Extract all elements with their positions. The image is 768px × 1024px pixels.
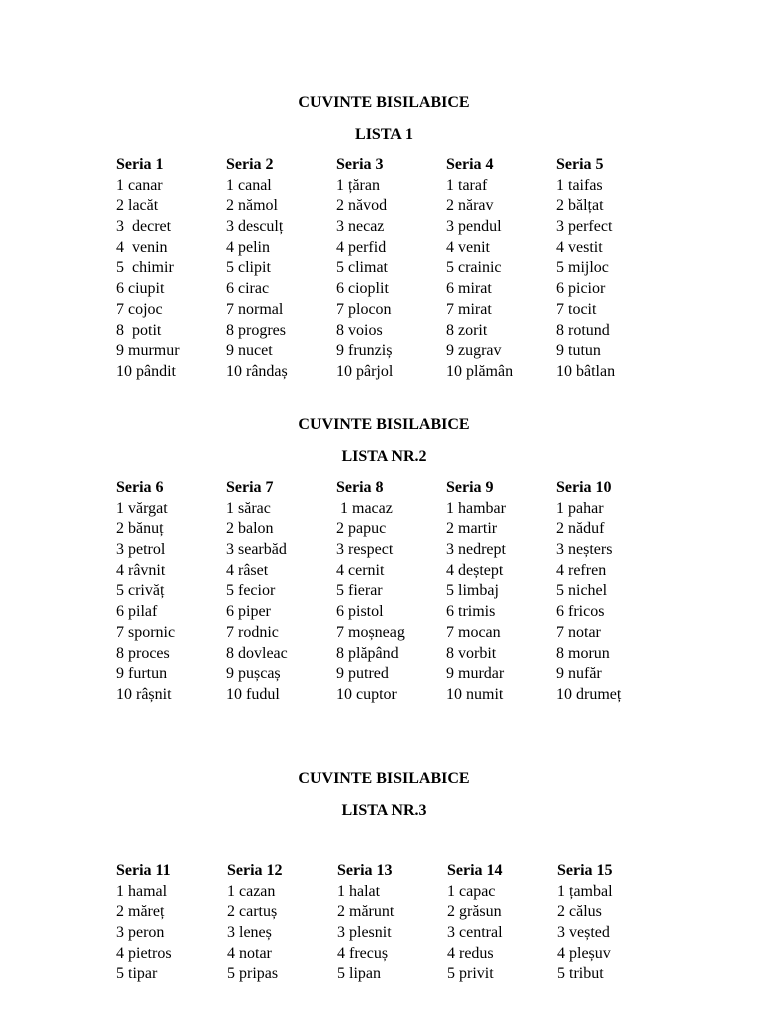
word-item: 7 mocan xyxy=(446,623,501,641)
series-heading: Seria 12 xyxy=(227,862,283,879)
word-item: 10 plămân xyxy=(446,362,514,380)
word-item: 9 nufăr xyxy=(556,665,602,683)
series-column xyxy=(226,478,338,706)
word-item: 7 mirat xyxy=(446,300,492,318)
word-item: 4 perfid xyxy=(336,238,387,256)
word-item: 4 redus xyxy=(447,944,494,962)
word-item: 2 năvod xyxy=(336,197,388,215)
word-item: 4 deștept xyxy=(446,561,504,579)
word-item: 2 bănuț xyxy=(116,520,164,538)
word-item: 3 pendul xyxy=(446,218,502,236)
word-item: 5 chimir xyxy=(116,259,174,277)
word-item: 8 potit xyxy=(116,321,162,339)
word-item: 5 lipan xyxy=(337,965,381,983)
word-item: 2 balon xyxy=(226,520,274,538)
word-item: 4 râset xyxy=(226,561,269,579)
word-item: 5 fecior xyxy=(226,582,276,600)
series-heading: Seria 13 xyxy=(337,862,393,879)
word-item: 2 nărav xyxy=(446,197,494,215)
word-item: 4 venin xyxy=(116,238,168,256)
word-item: 10 rândaș xyxy=(226,362,288,380)
word-item: 3 nedrept xyxy=(446,541,506,559)
word-item: 9 murmur xyxy=(116,342,180,360)
series-column xyxy=(116,861,228,985)
word-item: 5 pripas xyxy=(227,965,279,983)
word-item: 8 morun xyxy=(556,644,610,662)
series-column xyxy=(446,155,558,383)
word-item: 3 neșters xyxy=(556,541,613,559)
word-item: 1 halat xyxy=(337,882,381,900)
series-column xyxy=(557,861,669,985)
word-item: 3 central xyxy=(447,924,503,942)
series-column xyxy=(116,155,228,383)
word-item: 1 capac xyxy=(447,882,496,900)
series-heading: Seria 5 xyxy=(556,156,604,173)
word-item: 1 taifas xyxy=(556,176,603,194)
word-item: 9 murdar xyxy=(446,665,505,683)
word-item: 3 veșted xyxy=(557,924,610,942)
word-item: 6 trimis xyxy=(446,603,496,621)
word-item: 2 nămol xyxy=(226,197,278,215)
word-item: 9 zugrav xyxy=(446,342,502,360)
series-column xyxy=(116,478,228,706)
word-item: 8 proces xyxy=(116,644,170,662)
section-3-title: CUVINTE BISILABICE xyxy=(298,770,470,787)
series-heading: Seria 3 xyxy=(336,156,384,173)
word-item: 2 mărunt xyxy=(337,903,395,921)
word-item: 4 pietros xyxy=(116,944,172,962)
series-heading: Seria 10 xyxy=(556,479,612,496)
word-item: 4 venit xyxy=(446,238,490,256)
word-item: 8 zorit xyxy=(446,321,488,339)
word-item: 4 notar xyxy=(227,944,272,962)
word-item: 6 cirac xyxy=(226,280,270,298)
word-item: 7 spornic xyxy=(116,623,176,641)
word-item: 2 papuc xyxy=(336,520,387,538)
word-item: 5 fierar xyxy=(336,582,383,600)
series-column xyxy=(447,861,559,985)
word-item: 2 cartuș xyxy=(227,903,278,921)
word-item: 1 taraf xyxy=(446,176,488,194)
word-item: 1 pahar xyxy=(556,499,604,517)
series-column xyxy=(227,861,339,985)
word-item: 6 picior xyxy=(556,280,606,298)
series-column xyxy=(446,478,558,706)
section-3-subtitle: LISTA NR.3 xyxy=(341,802,427,819)
word-item: 4 cernit xyxy=(336,561,385,579)
series-heading: Seria 1 xyxy=(116,156,164,173)
series-heading: Seria 15 xyxy=(557,862,613,879)
word-item: 5 limbaj xyxy=(446,582,499,600)
word-item: 5 crivăț xyxy=(116,582,165,600)
series-heading: Seria 11 xyxy=(116,862,171,879)
word-item: 7 cojoc xyxy=(116,300,163,318)
word-item: 6 pilaf xyxy=(116,603,158,621)
word-item: 8 voios xyxy=(336,321,383,339)
word-item: 9 furtun xyxy=(116,665,168,683)
word-item: 1 sărac xyxy=(226,499,271,517)
word-item: 2 lacăt xyxy=(116,197,159,215)
word-item: 5 mijloc xyxy=(556,259,609,277)
word-item: 1 țăran xyxy=(336,176,380,194)
word-item: 4 frecuș xyxy=(337,944,389,962)
word-item: 1 vărgat xyxy=(116,499,168,517)
word-item: 8 plăpând xyxy=(336,644,399,662)
word-item: 4 pelin xyxy=(226,238,270,256)
word-item: 3 searbăd xyxy=(226,541,287,559)
word-item: 3 decret xyxy=(116,218,172,236)
word-item: 7 notar xyxy=(556,623,601,641)
word-item: 3 peron xyxy=(116,924,165,942)
word-item: 8 progres xyxy=(226,321,286,339)
word-item: 9 putred xyxy=(336,665,389,683)
word-item: 5 nichel xyxy=(556,582,608,600)
word-item: 7 plocon xyxy=(336,300,392,318)
series-heading: Seria 14 xyxy=(447,862,503,879)
series-column xyxy=(556,155,668,383)
series-column xyxy=(226,155,338,383)
word-item: 1 canar xyxy=(116,176,163,194)
word-item: 4 vestit xyxy=(556,238,603,256)
word-item: 1 macaz xyxy=(336,499,393,517)
section-2-title: CUVINTE BISILABICE xyxy=(298,416,470,433)
word-item: 6 piper xyxy=(226,603,271,621)
word-item: 3 plesnit xyxy=(337,924,392,942)
word-item: 7 tocit xyxy=(556,300,597,318)
word-item: 3 perfect xyxy=(556,218,613,236)
section-1-subtitle: LISTA 1 xyxy=(355,126,413,143)
word-item: 10 pândit xyxy=(116,362,176,380)
word-item: 1 cazan xyxy=(227,882,276,900)
word-item: 5 tipar xyxy=(116,965,158,983)
series-column xyxy=(336,478,448,706)
section-2-subtitle: LISTA NR.2 xyxy=(341,448,427,465)
word-item: 10 bâtlan xyxy=(556,362,616,380)
word-item: 6 mirat xyxy=(446,280,492,298)
series-heading: Seria 4 xyxy=(446,156,494,173)
word-item: 1 hambar xyxy=(446,499,506,517)
word-item: 9 pușcaș xyxy=(226,665,281,683)
word-item: 5 clipit xyxy=(226,259,271,277)
word-item: 9 frunziș xyxy=(336,342,393,360)
word-item: 3 desculț xyxy=(226,218,284,236)
series-heading: Seria 6 xyxy=(116,479,164,496)
word-item: 8 dovleac xyxy=(226,644,288,662)
word-item: 3 petrol xyxy=(116,541,166,559)
word-item: 10 pârjol xyxy=(336,362,394,380)
word-item: 10 fudul xyxy=(226,685,280,703)
word-item: 6 cioplit xyxy=(336,280,389,298)
word-item: 2 bălțat xyxy=(556,197,604,215)
word-item: 6 pistol xyxy=(336,603,384,621)
word-item: 7 moșneag xyxy=(336,623,405,641)
word-item: 3 respect xyxy=(336,541,394,559)
section-1-title: CUVINTE BISILABICE xyxy=(298,94,470,111)
word-item: 8 vorbit xyxy=(446,644,497,662)
word-item: 9 nucet xyxy=(226,342,273,360)
word-item: 1 hamal xyxy=(116,882,168,900)
word-item: 10 numit xyxy=(446,685,504,703)
series-column xyxy=(337,861,449,985)
word-item: 7 rodnic xyxy=(226,623,279,641)
word-item: 8 rotund xyxy=(556,321,610,339)
word-item: 1 țambal xyxy=(557,882,613,900)
series-column xyxy=(336,155,448,383)
word-item: 10 drumeț xyxy=(556,685,622,703)
word-item: 5 privit xyxy=(447,965,494,983)
word-item: 2 măreț xyxy=(116,903,165,921)
word-item: 3 necaz xyxy=(336,218,385,236)
word-item: 10 cuptor xyxy=(336,685,397,703)
word-item: 7 normal xyxy=(226,300,284,318)
word-item: 2 năduf xyxy=(556,520,605,538)
series-heading: Seria 8 xyxy=(336,479,384,496)
word-item: 3 leneș xyxy=(227,924,272,942)
word-item: 9 tutun xyxy=(556,342,601,360)
series-heading: Seria 2 xyxy=(226,156,274,173)
word-item: 1 canal xyxy=(226,176,272,194)
word-item: 5 climat xyxy=(336,259,388,277)
word-item: 10 râșnit xyxy=(116,685,172,703)
word-item: 4 pleșuv xyxy=(557,944,611,962)
series-column xyxy=(556,478,668,706)
word-item: 6 fricos xyxy=(556,603,605,621)
word-item: 5 tribut xyxy=(557,965,604,983)
word-item: 2 martir xyxy=(446,520,498,538)
series-heading: Seria 9 xyxy=(446,479,494,496)
series-heading: Seria 7 xyxy=(226,479,274,496)
word-item: 4 râvnit xyxy=(116,561,166,579)
word-item: 4 refren xyxy=(556,561,607,579)
word-item: 2 grăsun xyxy=(447,903,502,921)
word-item: 6 ciupit xyxy=(116,280,165,298)
word-item: 5 crainic xyxy=(446,259,502,277)
word-item: 2 călus xyxy=(557,903,602,921)
